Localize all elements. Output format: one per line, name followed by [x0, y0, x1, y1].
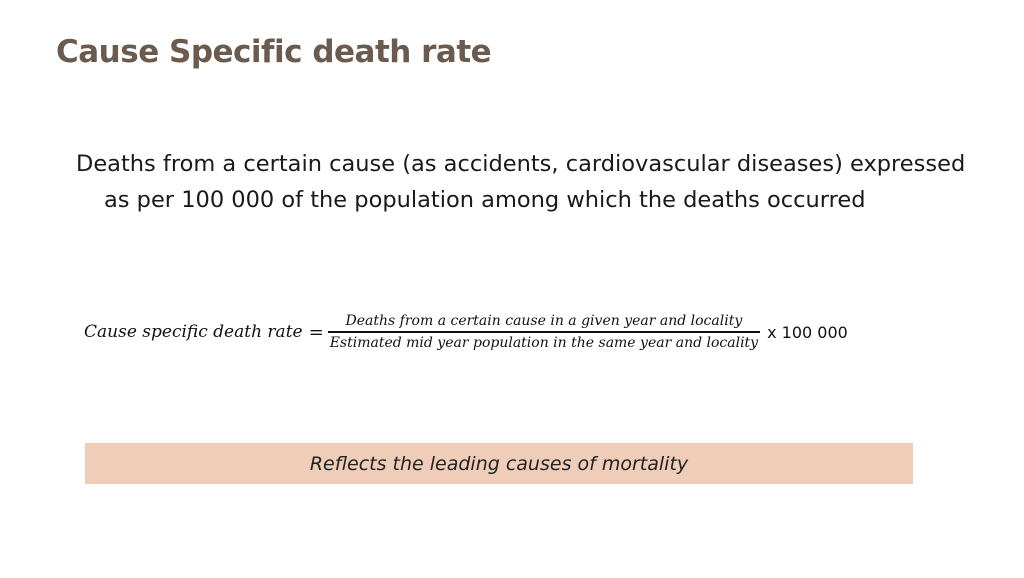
banner-text: Reflects the leading causes of mortality — [309, 452, 689, 475]
formula-equals: = — [308, 321, 324, 343]
formula-denominator: Estimated mid year population in the same year and locality — [329, 334, 759, 351]
definition-text: Deaths from a certain cause (as accidents, cardiovascular diseases) expressed as per 100 000 of the population among which the deaths occurred — [76, 151, 966, 213]
formula-numerator: Deaths from a certain cause in a given year and locality — [345, 313, 743, 330]
slide-title: Cause Specific death rate — [56, 34, 492, 70]
highlight-banner — [85, 443, 913, 484]
formula — [84, 306, 848, 358]
formula-multiplier: x 100 000 — [767, 322, 848, 342]
formula-lhs: Cause specific death rate — [84, 322, 303, 342]
formula-fraction — [328, 313, 760, 350]
